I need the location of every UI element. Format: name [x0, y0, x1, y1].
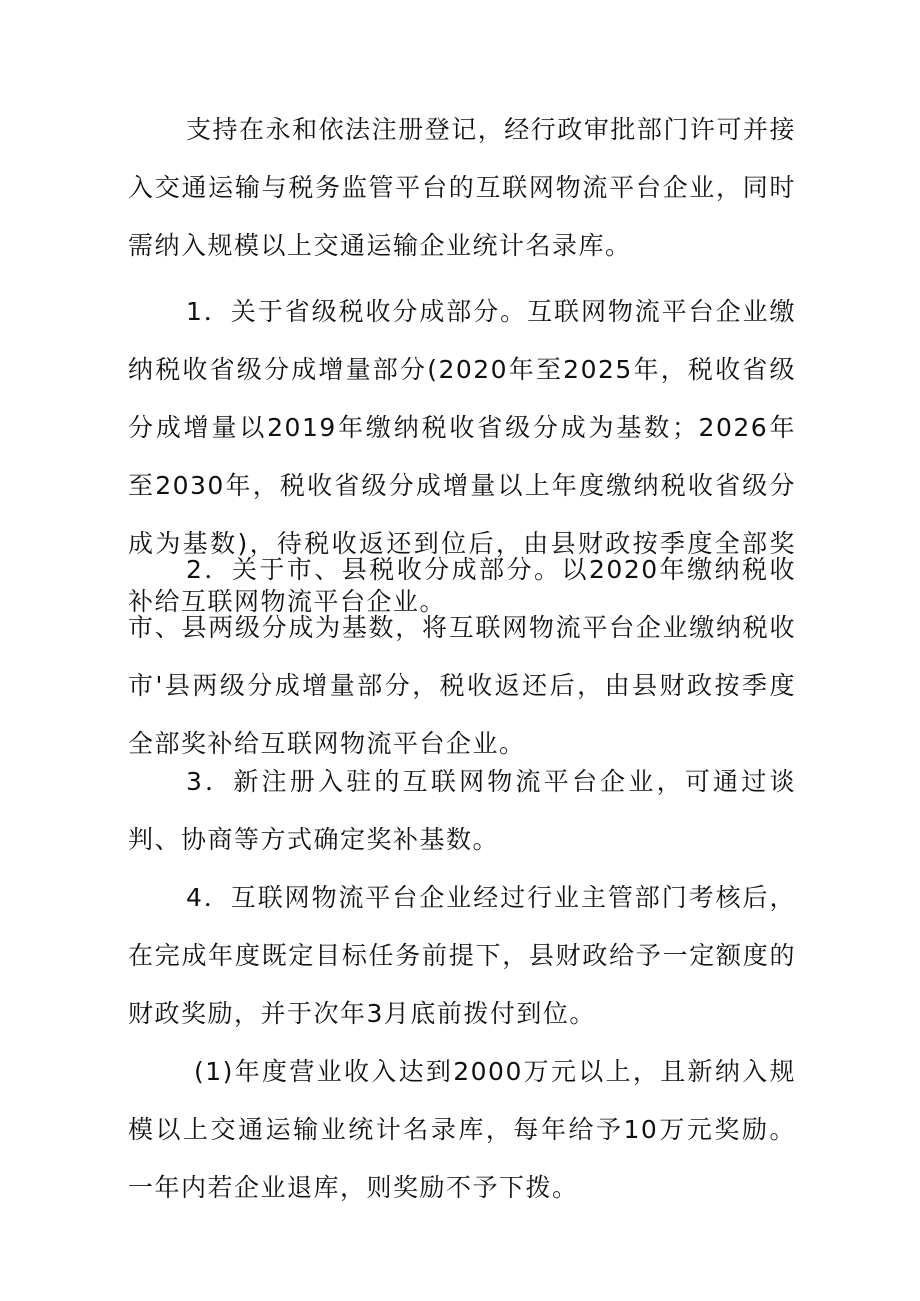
item-3-paragraph: 3．新注册入驻的互联网物流平台企业，可通过谈判、协商等方式确定奖补基数。	[128, 767, 796, 854]
sub-item-1-paragraph: (1)年度营业收入达到2000万元以上，且新纳入规模以上交通运输业统计名录库，每年给予10万元奖励。一年内若企业退库，则奖励不予下拨。	[128, 1057, 796, 1202]
item-4-paragraph: 4．互联网物流平台企业经过行业主管部门考核后，在完成年度既定目标任务前提下，县财政给予一定额度的财政奖励，并于次年3月底前拨付到位。	[128, 883, 796, 1028]
item-1-paragraph: 1．关于省级税收分成部分。互联网物流平台企业缴纳税收省级分成增量部分(2020年至2025年，税收省级分成增量以2019年缴纳税收省级分成为基数；2026年至2030年，税收省级分成增量以上年度缴纳税收省级分成为基数)，待税收返还到位后，由县财政按季度全部奖补给互联网物流平台企业。	[128, 297, 796, 616]
item-2-paragraph: 2．关于市、县税收分成部分。以2020年缴纳税收市、县两级分成为基数，将互联网物流平台企业缴纳税收市'县两级分成增量部分，税收返还后，由县财政按季度全部奖补给互联网物流平台企业。	[128, 555, 796, 758]
intro-paragraph: 支持在永和依法注册登记，经行政审批部门许可并接入交通运输与税务监管平台的互联网物流平台企业，同时需纳入规模以上交通运输企业统计名录库。	[128, 115, 796, 260]
